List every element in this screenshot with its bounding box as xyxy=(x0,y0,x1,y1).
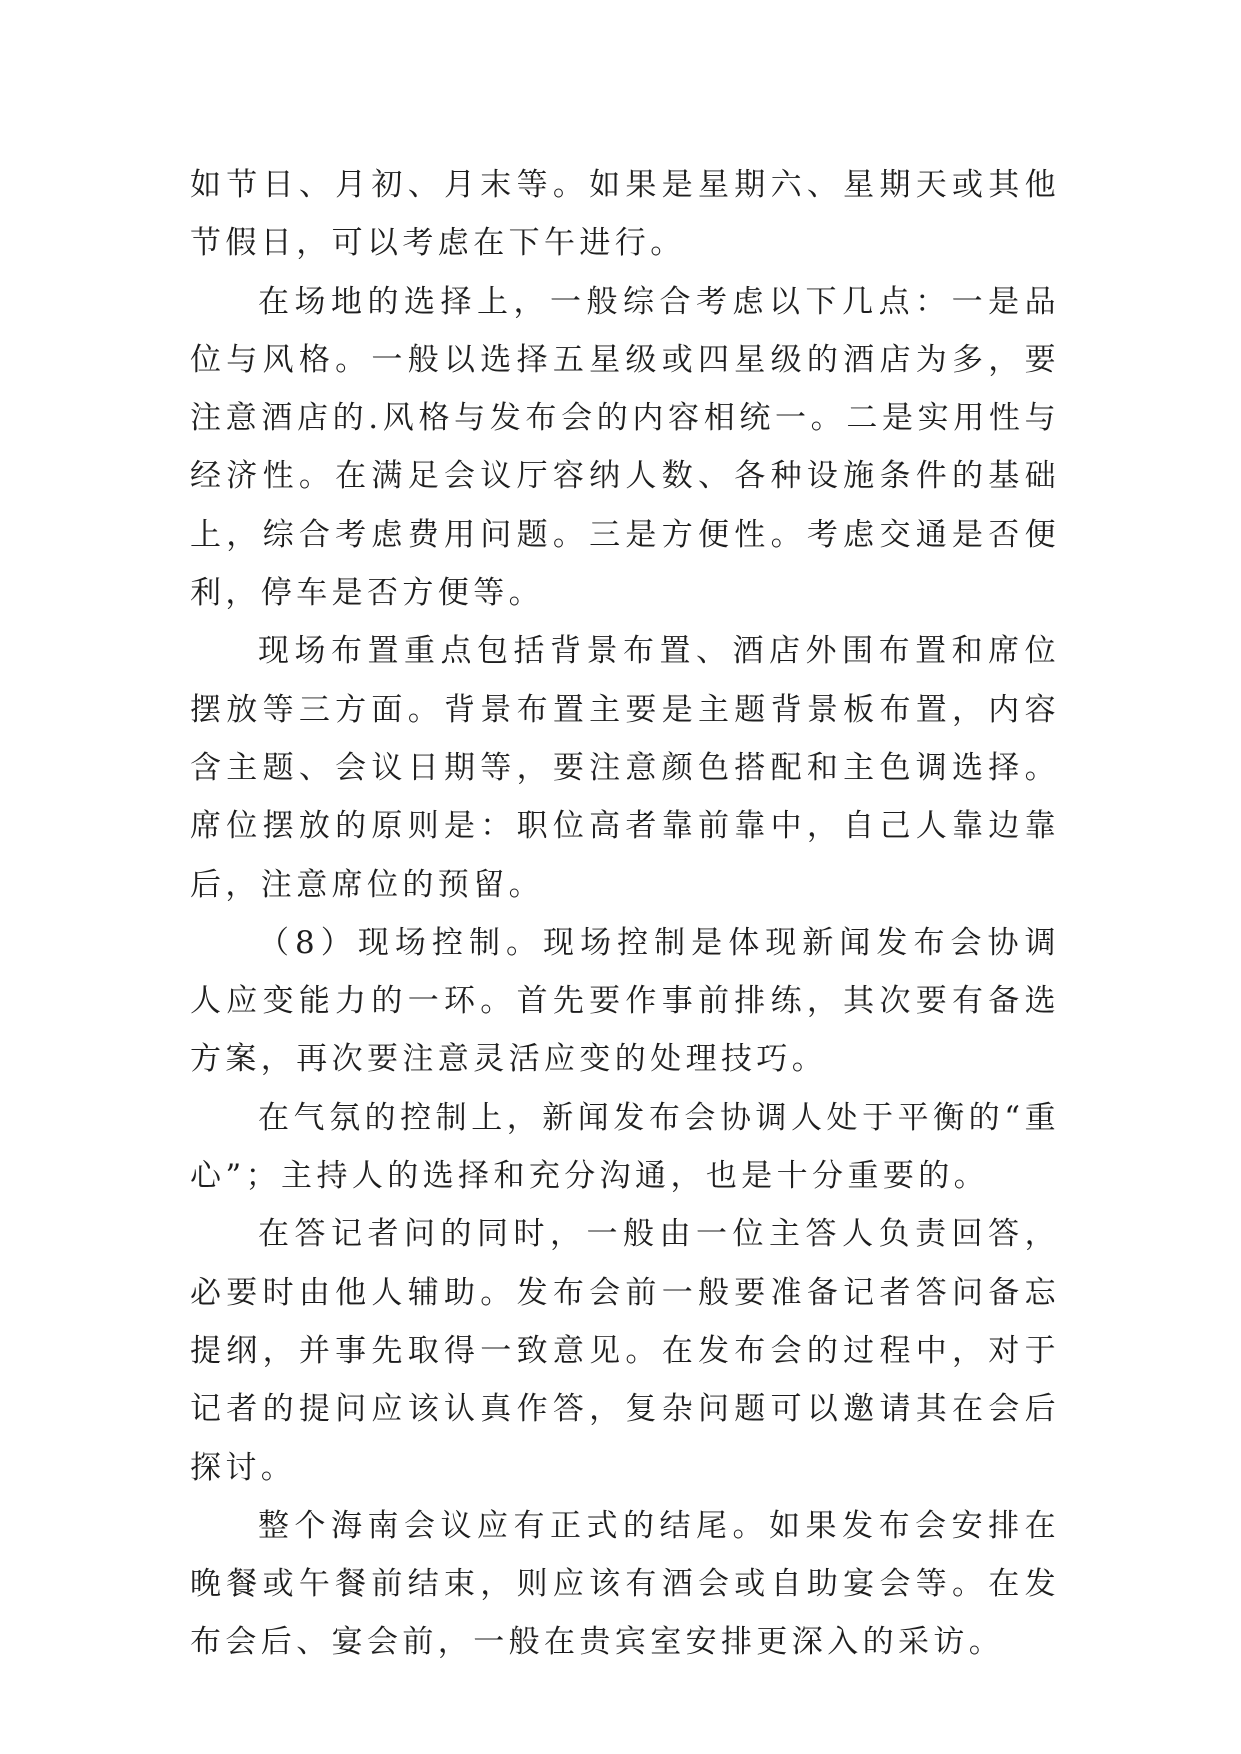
paragraph-3: 现场布置重点包括背景布置、酒店外围布置和席位摆放等三方面。背景布置主要是主题背景板布置，内容含主题、会议日期等，要注意颜色搭配和主色调选择。席位摆放的原则是：职位高者靠前靠中，自己人靠边靠后，注意席位的预留。 xyxy=(190,633,1060,903)
paragraph-5: 在气氛的控制上，新闻发布会协调人处于平衡的“重心”；主持人的选择和充分沟通，也是十分重要的。 xyxy=(190,1099,1060,1195)
paragraph-4: （8）现场控制。现场控制是体现新闻发布会协调人应变能力的一环。首先要作事前排练，其次要有备选方案，再次要注意灵活应变的处理技巧。 xyxy=(190,924,1060,1078)
document-body xyxy=(190,156,1060,1672)
paragraph-2: 在场地的选择上，一般综合考虑以下几点：一是品位与风格。一般以选择五星级或四星级的酒店为多，要注意酒店的.风格与发布会的内容相统一。二是实用性与经济性。在满足会议厅容纳人数、各种设施条件的基础上，综合考虑费用问题。三是方便性。考虑交通是否便利，停车是否方便等。 xyxy=(190,283,1060,612)
paragraph-7: 整个海南会议应有正式的结尾。如果发布会安排在晚餐或午餐前结束，则应该有酒会或自助宴会等。在发布会后、宴会前，一般在贵宾室安排更深入的采访。 xyxy=(190,1507,1060,1661)
paragraph-6: 在答记者问的同时，一般由一位主答人负责回答，必要时由他人辅助。发布会前一般要准备记者答问备忘提纲，并事先取得一致意见。在发布会的过程中，对于记者的提问应该认真作答，复杂问题可以邀请其在会后探讨。 xyxy=(190,1216,1060,1486)
paragraph-1: 如节日、月初、月末等。如果是星期六、星期天或其他节假日，可以考虑在下午进行。 xyxy=(190,167,1060,262)
